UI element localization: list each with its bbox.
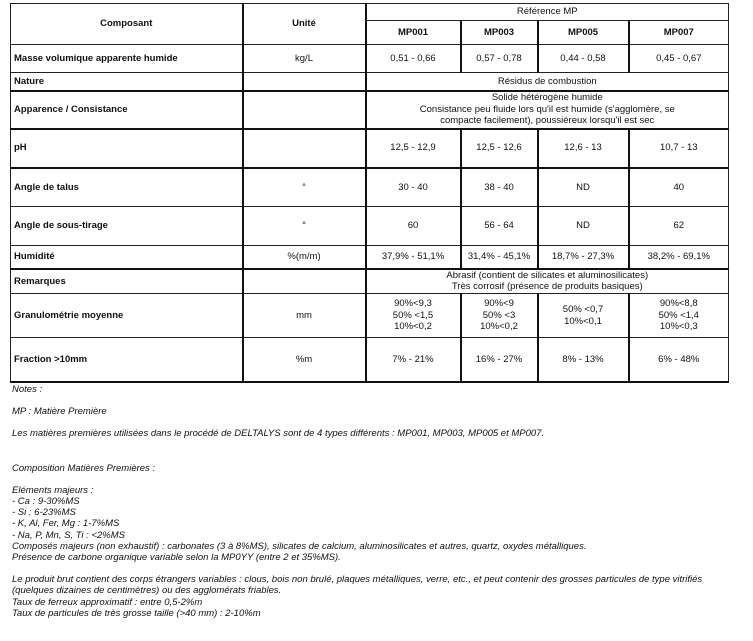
cell-mp001: 37,9% - 51,1% (366, 246, 461, 269)
row-label: pH (11, 129, 243, 168)
header-mp005: MP005 (538, 21, 629, 45)
table-row-remarques (11, 269, 729, 294)
row-unit: mm (243, 294, 366, 338)
cell-mp005: ND (538, 207, 629, 246)
row-label: Humidité (11, 246, 243, 269)
cell-mp005: ND (538, 168, 629, 207)
notes-types: Les matières premières utilisées dans le procédé de DELTALYS sont de 4 types différents : MP001, MP003, MP005 et MP007. (12, 428, 545, 440)
cell-mp003: 16% - 27% (461, 338, 538, 382)
cell-mp001: 60 (366, 207, 461, 246)
cell-mp001: 0,51 - 0,66 (366, 45, 461, 73)
header-reference-mp: Référence MP (366, 4, 729, 21)
notes-title: Notes : (12, 384, 43, 395)
row-label: Angle de sous-tirage (11, 207, 243, 246)
table-row-masse (11, 45, 729, 73)
notes-section (12, 384, 742, 619)
notes-mp-definition: MP : Matière Première (12, 406, 107, 418)
notes-composes: Composés majeurs (non exhaustif) : carbonates (3 à 8%MS), silicates de calcium, aluminosilicates et autres, quartz, oxydes métalliques. (12, 540, 587, 552)
notes-particules: Taux de particules de très grosse taille (>40 mm) : 2-10%m (12, 607, 261, 619)
row-unit (243, 129, 366, 168)
notes-element-item: - Na, P, Mn, S, Ti : <2%MS (12, 529, 125, 541)
cell-mp001: 30 - 40 (366, 168, 461, 207)
notes-carbone: Présence de carbone organique variable selon la MP0YY (entre 2 et 35%MS). (12, 552, 341, 564)
table-row-ph (11, 129, 729, 168)
cell-merged: Solide hétérogène humide Consistance peu fluide lors qu'il est humide (s'agglomère, se compacte facilement), poussiéreux lorsqu'il est sec (366, 91, 729, 129)
notes-element-item: - Si : 6-23%MS (12, 507, 76, 519)
cell-merged: Résidus de combustion (366, 73, 729, 91)
cell-mp005: 12,6 - 13 (538, 129, 629, 168)
cell-mp007: 40 (629, 168, 729, 207)
cell-mp003: 12,5 - 12,6 (461, 129, 538, 168)
row-label: Apparence / Consistance (11, 91, 243, 129)
row-unit (243, 91, 366, 129)
header-composant: Composant (11, 4, 243, 45)
row-label: Granulométrie moyenne (11, 294, 243, 338)
notes-element-item: - K, Al, Fer, Mg : 1-7%MS (12, 518, 120, 530)
header-mp001: MP001 (366, 21, 461, 45)
header-mp007: MP007 (629, 21, 729, 45)
table-row-talus (11, 168, 729, 207)
cell-mp005: 8% - 13% (538, 338, 629, 382)
row-label: Fraction >10mm (11, 338, 243, 382)
row-label: Masse volumique apparente humide (11, 45, 243, 73)
cell-mp007: 0,45 - 0,67 (629, 45, 729, 73)
cell-merged: Abrasif (contient de silicates et aluminosilicates) Très corrosif (présence de produits basiques) (366, 269, 729, 294)
row-label: Nature (11, 73, 243, 91)
cell-mp007: 38,2% - 69,1% (629, 246, 729, 269)
table-row-sous-tirage (11, 207, 729, 246)
cell-mp005: 50% <0,7 10%<0,1 (538, 294, 629, 338)
row-unit: %(m/m) (243, 246, 366, 269)
notes-ferreux: Taux de ferreux approximatif : entre 0,5-2%m (12, 596, 203, 608)
row-unit (243, 269, 366, 294)
cell-mp007: 10,7 - 13 (629, 129, 729, 168)
cell-mp001: 7% - 21% (366, 338, 461, 382)
cell-mp007: 62 (629, 207, 729, 246)
table-row-apparence (11, 91, 729, 129)
row-label: Angle de talus (11, 168, 243, 207)
cell-mp003: 38 - 40 (461, 168, 538, 207)
row-unit: %m (243, 338, 366, 382)
cell-mp007: 90%<8,8 50% <1,4 10%<0,3 (629, 294, 729, 338)
row-unit (243, 73, 366, 91)
cell-mp001: 12,5 - 12,9 (366, 129, 461, 168)
cell-mp005: 18,7% - 27,3% (538, 246, 629, 269)
row-unit: ° (243, 207, 366, 246)
table-row-fraction (11, 338, 729, 382)
row-label: Remarques (11, 269, 243, 294)
cell-mp003: 90%<9 50% <3 10%<0,2 (461, 294, 538, 338)
row-unit: ° (243, 168, 366, 207)
cell-mp003: 31,4% - 45,1% (461, 246, 538, 269)
notes-elements-title: Eléments majeurs : (12, 484, 94, 496)
cell-mp007: 6% - 48% (629, 338, 729, 382)
table-row-humidite (11, 246, 729, 269)
header-unite: Unité (243, 4, 366, 45)
cell-mp003: 0,57 - 0,78 (461, 45, 538, 73)
table-row-granulo (11, 294, 729, 338)
notes-composition-title: Composition Matières Premières : (12, 462, 156, 474)
notes-produit-brut: Le produit brut contient des corps étrangers variables : clous, bois non brulé, plaques métalliques, verre, etc., et peut contenir des grosses particules de type vitrifiés (quelques dizaines de centimètres) ou des agglomérats friables. (12, 574, 703, 597)
table-row-nature (11, 73, 729, 91)
row-unit: kg/L (243, 45, 366, 73)
cell-mp003: 56 - 64 (461, 207, 538, 246)
cell-mp005: 0,44 - 0,58 (538, 45, 629, 73)
cell-mp001: 90%<9,3 50% <1,5 10%<0,2 (366, 294, 461, 338)
header-mp003: MP003 (461, 21, 538, 45)
notes-element-item: - Ca : 9-30%MS (12, 496, 80, 508)
properties-table (10, 3, 729, 383)
